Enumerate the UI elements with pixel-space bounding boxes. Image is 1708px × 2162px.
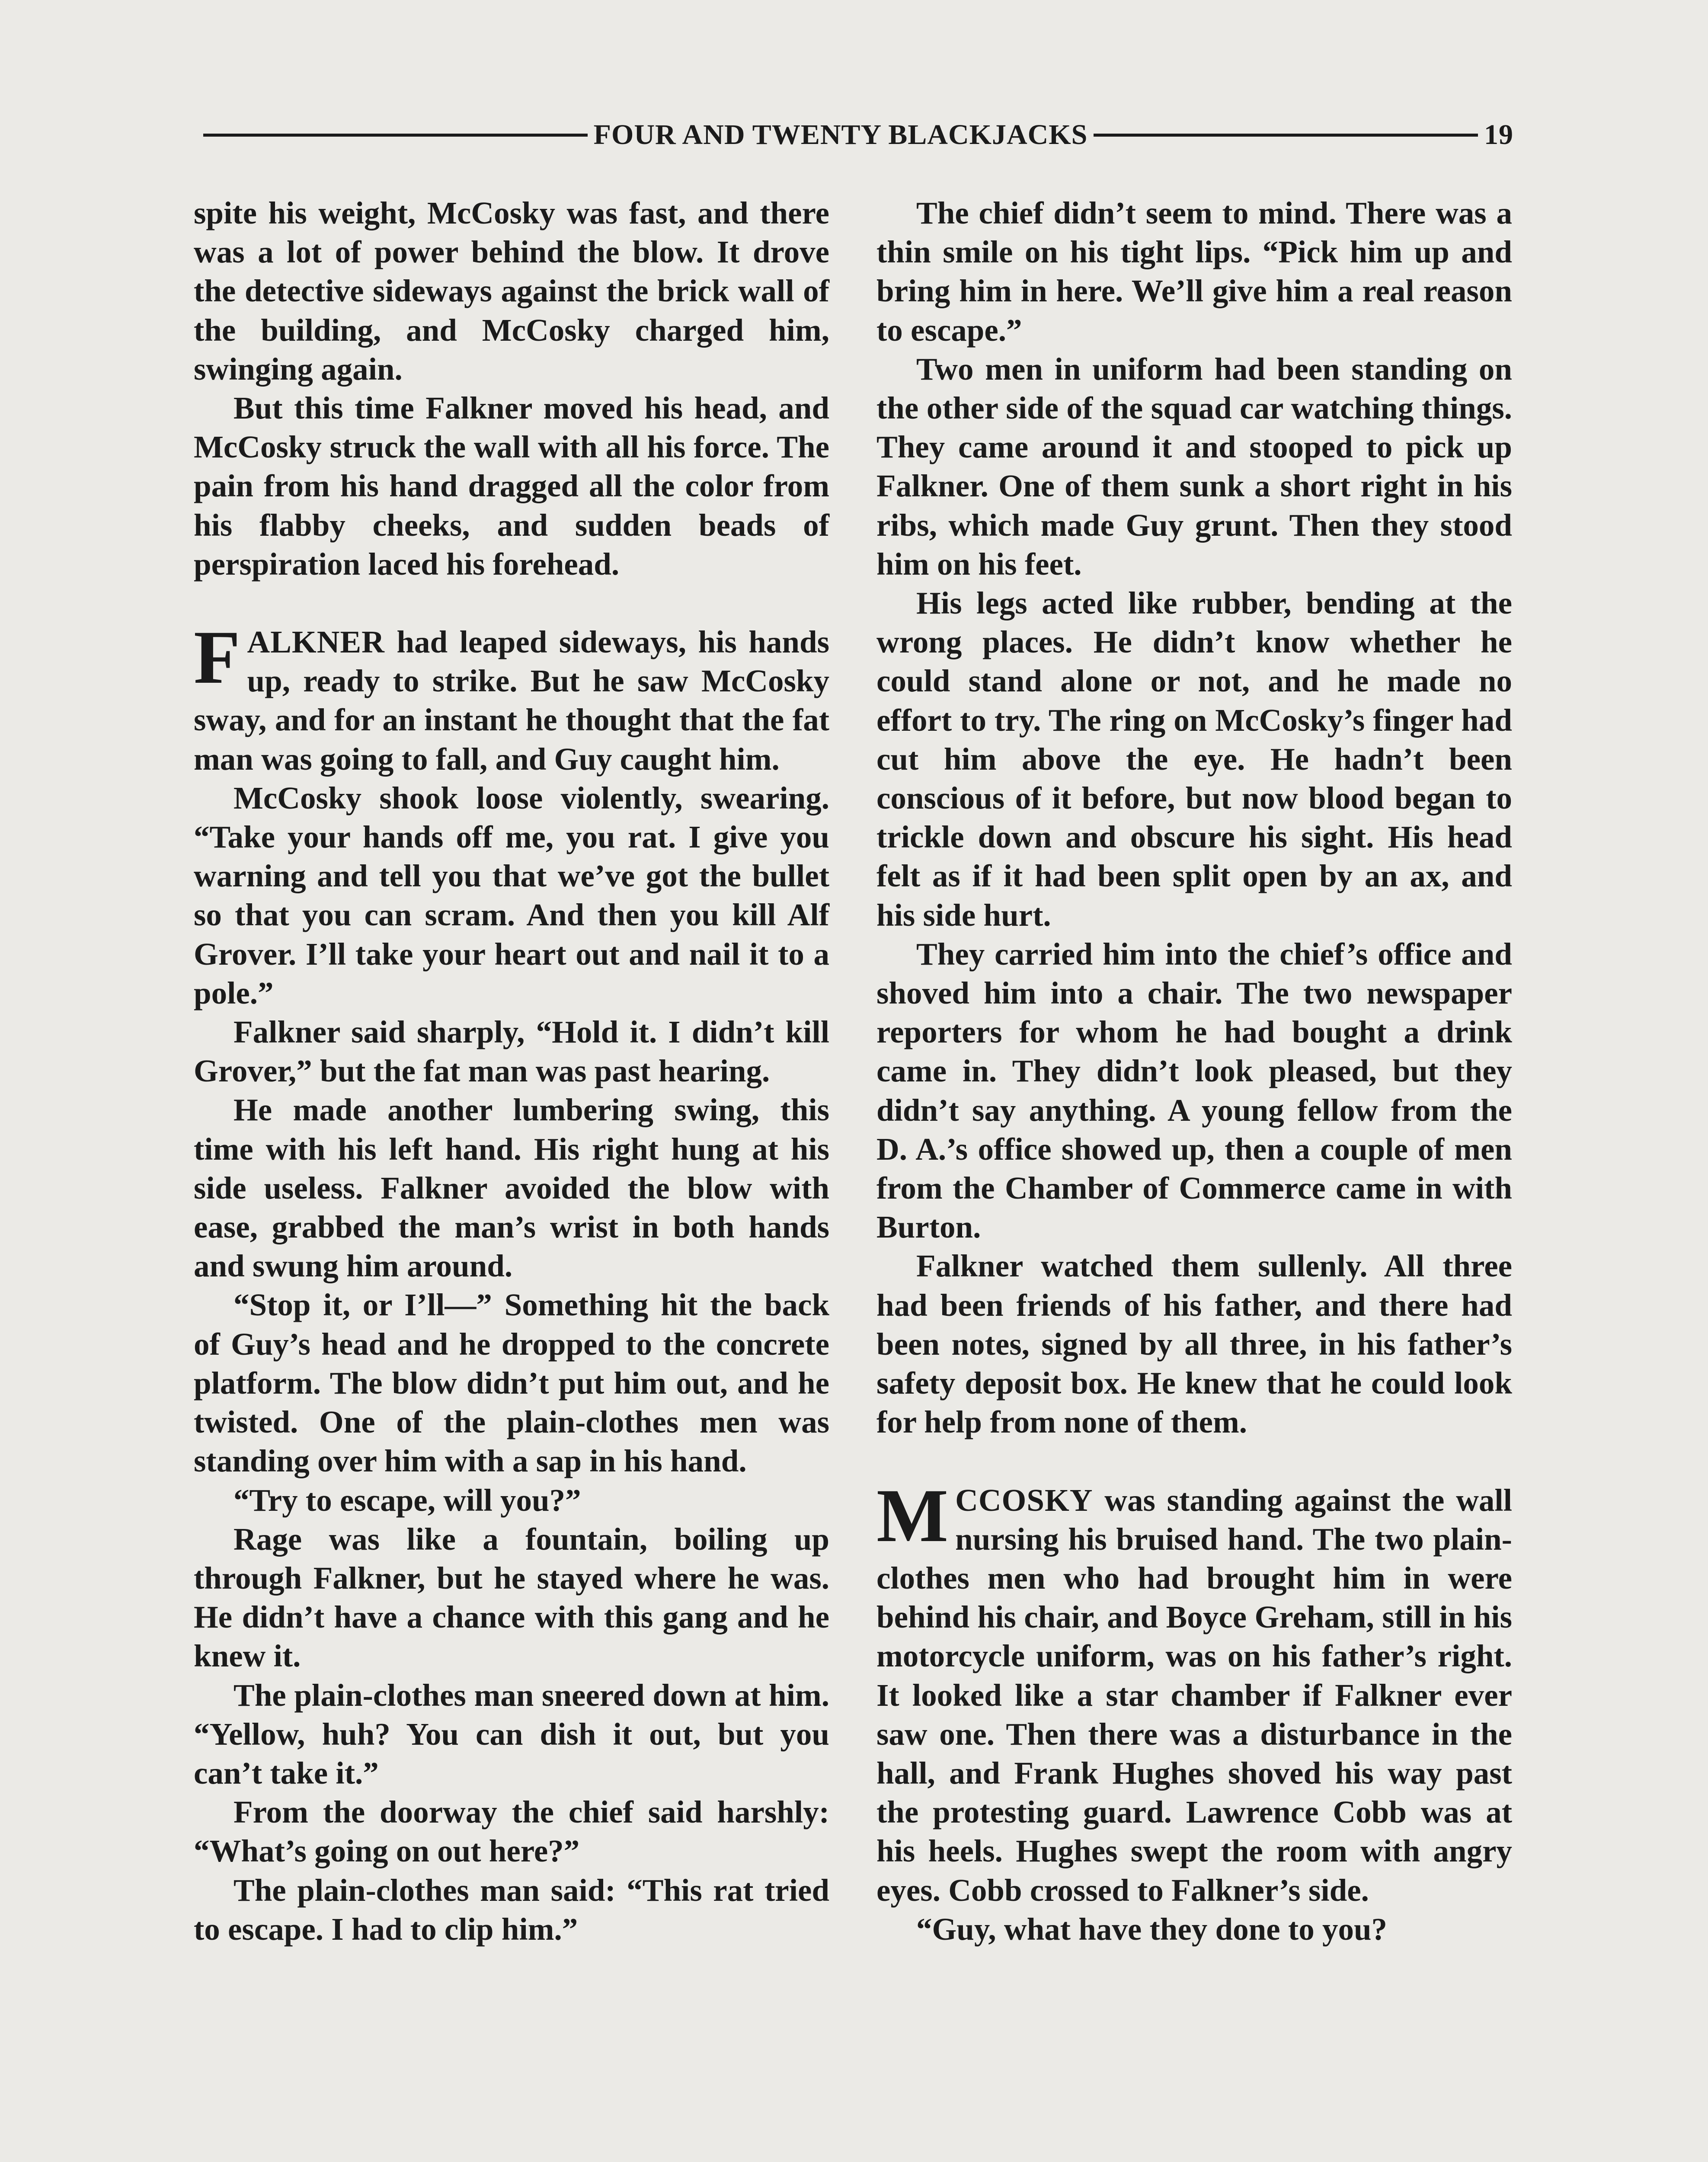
drop-cap: F [194,615,240,700]
paragraph: Falkner watched them sullenly. All three had been friends of his father, and there had been notes, signed by all three, in his father’s safety deposit box. He knew that he could look for help from none of them. [876,1248,1512,1440]
paragraph: “Try to escape, will you?” [233,1482,581,1518]
paragraph: “Guy, what have they done to you? [916,1911,1388,1947]
right-column [876,194,1512,1949]
paragraph: McCosky shook loose violently, swearing. “Take your hands off me, you rat. I give you warning and tell you that we’ve got the bullet so that you can scram. And then you kill Alf Grover. I’ll take your heart out and nail it to a pole.” [194,780,829,1011]
paragraph: The plain-clothes man said: “This rat tried to escape. I had to clip him.” [194,1872,829,1947]
paragraph: He made another lumbering swing, this time with his left hand. His right hung at his side useless. Falkner avoided the blow with ease, grabbed the man’s wrist in both hands and swung him around. [194,1092,829,1284]
paragraph: The plain-clothes man sneered down at him. “Yellow, huh? You can dish it out, but you can’t take it.” [194,1677,829,1791]
paragraph: They carried him into the chief’s office and shoved him into a chair. The two newspaper reporters for whom he had bought a drink came in. They didn’t look pleased, but they didn’t say anything. A young fellow from the D. A.’s office showed up, then a couple of men from the Chamber of Commerce came in with Burton. [876,936,1512,1245]
paragraph-text: had leaped sideways, his hands up, ready to strike. But he saw McCosky sway, and for an instant he thought that the fat man was going to fall, and Guy caught him. [194,624,829,777]
paragraph: Falkner said sharply, “Hold it. I didn’t kill Grover,” but the fat man was past hearing. [194,1014,829,1089]
drop-cap: M [876,1473,949,1558]
running-header [203,113,1513,157]
paragraph: “Stop it, or I’ll—” Something hit the back of Guy’s head and he dropped to the concrete platform. The blow didn’t put him out, and he twisted. One of the plain-clothes men was standing over him with a sap in his hand. [194,1287,829,1479]
paragraph: But this time Falkner moved his head, and McCosky struck the wall with all his force. The pain from his hand dragged all the color from his flabby cheeks, and sudden beads of perspiration laced his forehead. [194,390,829,582]
running-title: FOUR AND TWENTY BLACKJACKS [593,119,1088,150]
paragraph: His legs acted like rubber, bending at the wrong places. He didn’t know whether he could stand alone or not, and he made no effort to try. The ring on McCosky’s finger had cut him above the eye. He hadn’t been conscious of it before, but now blood began to trickle down and obscure his sight. His head felt as if it had been split open by an ax, and his side hurt. [876,585,1512,933]
left-column [194,194,829,1949]
section-start-paragraph [876,1473,1512,1910]
page-number: 19 [1484,119,1513,150]
header-rule-left [203,134,588,137]
small-caps-lead: ALKNER [247,624,385,660]
paragraph: The chief didn’t seem to mind. There was a thin smile on his tight lips. “Pick him up and bring him in here. We’ll give him a real reason to escape.” [876,195,1512,348]
section-start-paragraph [194,615,829,779]
header-rule-right [1094,134,1478,137]
paragraph: Two men in uniform had been standing on the other side of the squad car watching things. They came around it and stooped to pick up Falkner. One of them sunk a short right in his ribs, which made Guy grunt. Then they stood him on his feet. [876,351,1512,582]
small-caps-lead: CCOSKY [955,1482,1093,1518]
paragraph: spite his weight, McCosky was fast, and there was a lot of power behind the blow. It drove the detective sideways against the brick wall of the building, and McCosky charged him, swinging again. [194,195,829,387]
paragraph: From the doorway the chief said harshly: “What’s going on out here?” [194,1794,829,1869]
paragraph-text: was standing against the wall nursing his bruised hand. The two plain-clothes men who had brought him in were behind his chair, and Boyce Greham, still in his motorcycle uniform, was on his father’s right. It looked like a star chamber if Falkner ever saw one. Then there was a disturbance in the hall, and Frank Hughes shoved his way past the protesting guard. Lawrence Cobb was at his heels. Hughes swept the room with angry eyes. Cobb crossed to Falkner’s side. [876,1482,1512,1908]
paragraph: Rage was like a fountain, boiling up through Falkner, but he stayed where he was. He didn’t have a chance with this gang and he knew it. [194,1521,829,1674]
